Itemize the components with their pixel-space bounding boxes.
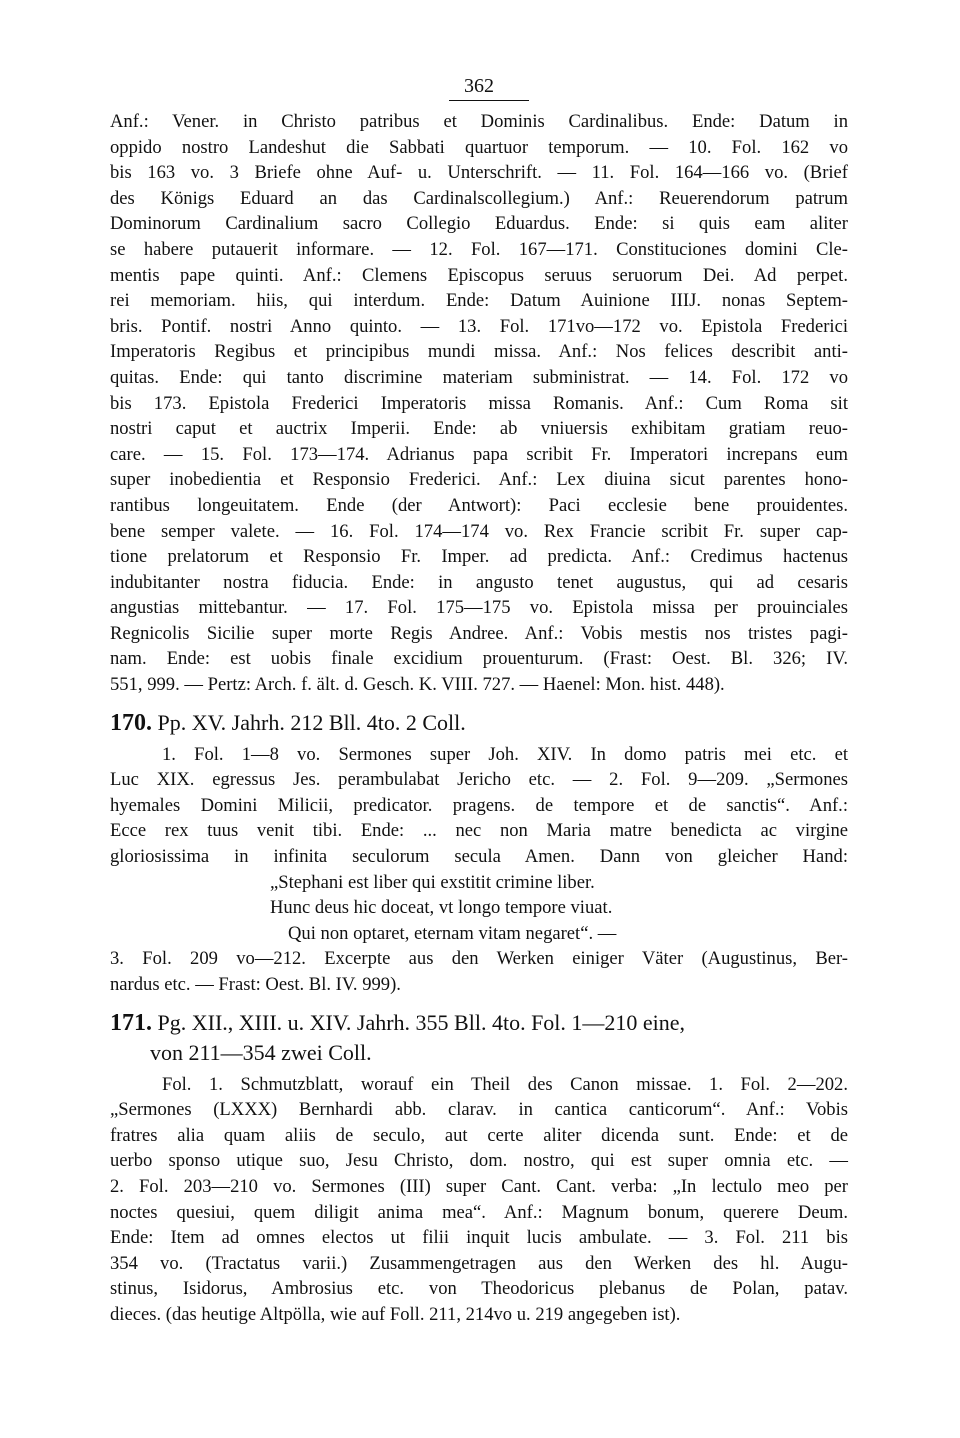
entry-170-text [110, 742, 848, 870]
text-line: gloriosissima in infinita seculorum secula Amen. Dann von gleicher Hand: [110, 846, 848, 868]
entry-171-heading [110, 1008, 848, 1038]
text-line: bis 163 vo. 3 Briefe ohne Auf- u. Unterschrift. — 11. Fol. 164—166 vo. (Brief [110, 162, 848, 184]
text-line: tione prelatorum et Responsio Fr. Imper. ad predicta. Anf.: Credimus hactenus [110, 546, 848, 568]
text-line: se habere putauerit informare. — 12. Fol. 167—171. Constituciones domini Cle- [110, 238, 848, 260]
text-line: fratres alia quam aliis de seculo, aut certe aliter dicenda sunt. Ende: et de [110, 1124, 848, 1146]
entry-170-verse [110, 870, 848, 947]
page-number: 362 [464, 75, 494, 97]
text-line: Ecce rex tuus venit tibi. Ende: ... nec non Maria matre benedicta ac virgine [110, 820, 848, 842]
document-page [110, 74, 848, 1328]
text-line: care. — 15. Fol. 173—174. Adrianus papa scribit Fr. Imperatori increpans eum [110, 443, 848, 465]
text-line: des Königs Eduard an das Cardinalscollegium.) Anf.: Reuerendorum patrum [110, 187, 848, 209]
text-line: dieces. (das heutige Altpölla, wie auf Foll. 211, 214vo u. 219 angegeben ist). [110, 1303, 681, 1325]
text-line: angustias mittebantur. — 17. Fol. 175—175 vo. Epistola missa per prouinciales [110, 597, 848, 619]
page-number-rule [449, 100, 529, 101]
verse-line: Qui non optaret, eternam vitam negaret“. — [288, 922, 617, 944]
text-line: Imperatoris Regibus et principibus mundi missa. Anf.: Nos felices describit anti- [110, 341, 848, 363]
text-line: Fol. 1. Schmutzblatt, worauf ein Theil des Canon missae. 1. Fol. 2—202. [162, 1073, 848, 1095]
text-line: super inobedientia et Responsio Frederici. Anf.: Lex diuina sicut parentes hono- [110, 469, 848, 491]
entry-170-number: 170. [110, 709, 152, 736]
text-line: mentis pape quinti. Anf.: Clemens Episcopus seruus seruorum Dei. Ad perpet. [110, 264, 848, 286]
text-line: Ende: Item ad omnes electos ut filii inquit lucis ambulate. — 3. Fol. 211 bis [110, 1227, 848, 1249]
text-line: 354 vo. (Tractatus varii.) Zusammengetragen aus den Werken des hl. Augu- [110, 1252, 848, 1274]
text-line: stinus, Isidorus, Ambrosius etc. von Theodoricus plebanus de Polan, patav. [110, 1278, 848, 1300]
text-line: 3. Fol. 209 vo—212. Excerpte aus den Werken einiger Väter (Augustinus, Ber- [110, 948, 848, 970]
text-line: bis 173. Epistola Frederici Imperatoris missa Romanis. Anf.: Cum Roma sit [110, 392, 848, 414]
text-line: Dominorum Cardinalium sacro Collegio Eduardus. Ende: si quis eam aliter [110, 213, 848, 235]
text-line: uerbo sponso utique suo, Jesu Christo, dom. nostro, qui est super omnia etc. — [110, 1150, 848, 1172]
entry-171-text [110, 1072, 848, 1328]
text-line: 551, 999. — Pertz: Arch. f. ält. d. Gesch. K. VIII. 727. — Haenel: Mon. hist. 448). [110, 674, 725, 696]
entry-171-number: 171. [110, 1009, 152, 1036]
verse-line: „Stephani est liber qui exstitit crimine liber. [270, 871, 595, 893]
text-line: bene semper valete. — 16. Fol. 174—174 vo. Rex Francie scribit Fr. super cap- [110, 520, 848, 542]
text-line: 2. Fol. 203—210 vo. Sermones (III) super Cant. Cant. verba: „In lectulo meo per [110, 1175, 848, 1197]
text-line: Regnicolis Sicilie super morte Regis Andree. Anf.: Vobis mestis nos tristes pagi- [110, 622, 848, 644]
entry-170-tail-text [110, 946, 848, 997]
text-line: nam. Ende: est uobis finale excidium prouenturum. (Frast: Oest. Bl. 326; IV. [110, 648, 848, 670]
text-line: oppido nostro Landeshut die Sabbati quartuor temporum. — 10. Fol. 162 vo [110, 136, 848, 158]
verse-line: Hunc deus hic doceat, vt longo tempore viuat. [270, 897, 613, 919]
text-line: rantibus longeuitatem. Ende (der Antwort): Paci ecclesie bene prouidentes. [110, 494, 848, 516]
entry-171-heading-cont [110, 1038, 848, 1068]
entry-170-description: Pp. XV. Jahrh. 212 Bll. 4to. 2 Coll. [157, 709, 466, 735]
entry-171-description-line1: Pg. XII., XIII. u. XIV. Jahrh. 355 Bll. 4to. Fol. 1—210 eine, [157, 1009, 686, 1035]
entry-171-description-line2: von 211—354 zwei Coll. [150, 1039, 372, 1065]
text-line: „Sermones (LXXX) Bernhardi abb. clarav. in cantica canticorum“. Anf.: Vobis [110, 1099, 848, 1121]
continued-entry-text [110, 109, 848, 698]
text-line: Anf.: Vener. in Christo patribus et Dominis Cardinalibus. Ende: Datum in [110, 111, 848, 132]
text-line: nostri caput et auctrix Imperii. Ende: ab vniuersis exhibitam gratiam reuo- [110, 418, 848, 440]
text-line: hyemales Domini Milicii, predicator. pragens. de tempore et de sanctis“. Anf.: [110, 794, 848, 816]
text-line: quitas. Ende: qui tanto discrimine materiam subministrat. — 14. Fol. 172 vo [110, 366, 848, 388]
text-line: bris. Pontif. nostri Anno quinto. — 13. Fol. 171vo—172 vo. Epistola Frederici [110, 315, 848, 337]
text-line: nardus etc. — Frast: Oest. Bl. IV. 999). [110, 974, 401, 995]
text-line: indubitanter nostra fiducia. Ende: in angusto tenet augustus, qui ad cesaris [110, 571, 848, 593]
text-line: Luc XIX. egressus Jes. perambulabat Jericho etc. — 2. Fol. 9—209. „Sermones [110, 769, 848, 791]
text-line: 1. Fol. 1—8 vo. Sermones super Joh. XIV. In domo patris mei etc. et [162, 743, 848, 765]
text-line: rei memoriam. hiis, qui interdum. Ende: Datum Auinione IIIJ. nonas Septem- [110, 290, 848, 312]
text-line: noctes quesiui, quem diligit anima mea“. Anf.: Magnum bonum, querere Deum. [110, 1201, 848, 1223]
entry-170-heading [110, 708, 848, 738]
